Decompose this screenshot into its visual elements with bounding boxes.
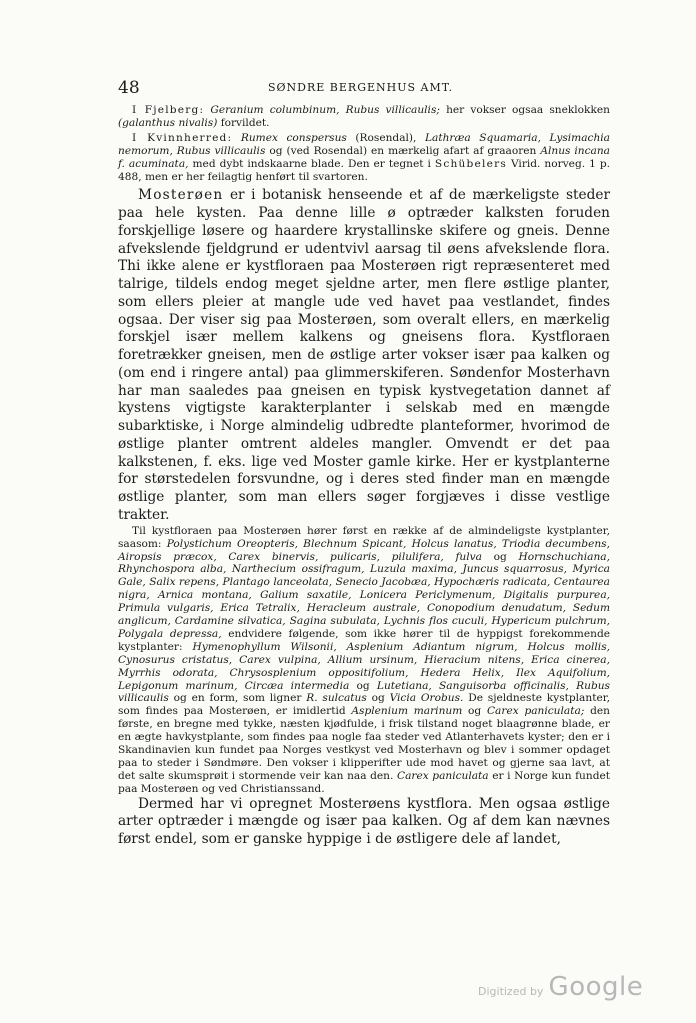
digitization-watermark [478, 972, 643, 1002]
species-list: Hornschuchiana, Rhynchospora alba, Narthecium ossifragum, Luzula maxima, Juncus squarrosus, Myrica Gale, Salix repens, Plantago lanceolata, Senecio Jacobæa, Hypochæris radicata, Centaurea nigra, Arnica montana, Galium saxatile, Lonicera Periclymenum, Digitalis purpurea, Primula vulgaris, Erica Tetralix, Heracleum australe, Conopodium denudatum, Sedum anglicum, Cardamine silvatica, Sagina subulata, Lychnis flos cuculi, Hypericum pulchrum, Polygala depressa, [118, 550, 610, 640]
species-name: Carex paniculata; [486, 705, 585, 718]
google-logo: Google [548, 972, 644, 1002]
book-page [118, 78, 610, 849]
species-name: Alnus incana f. acuminata, [118, 144, 610, 170]
paragraph-text: Dermed har vi opregnet Mosterøens kystflora. Men ogsaa østlige arter optræder i mængde og især paa kalken. Og af dem kan nævnes først endel, som er ganske hyppige i de østligere dele af landet, [118, 795, 610, 848]
species-list: Hymenophyllum Wilsonii, Asplenium Adiantum nigrum, Holcus mollis, Cynosurus cristatus, Carex vulpina, Allium ursinum, Hieracium nitens, Erica cinerea, Myrrhis odorata, Chrysosplenium oppositifolium, Hedera Helix, Ilex Aquifolium, Lepigonum marinum, Circæa intermedia [118, 640, 610, 692]
running-head: SØNDRE BERGENHUS AMT. [268, 81, 453, 94]
place-name: I Kvinnherred: [132, 131, 233, 144]
paragraph-mosteroen [118, 187, 610, 524]
paragraph-fjelberg: I Fjelberg: Geranium columbinum, Rubus villicaulis; her vokser ogsaa sneklokken (galanthus nivalis) forvildet. [118, 104, 610, 129]
species-name: Asplenium marinum [351, 705, 463, 718]
page-header [118, 78, 610, 104]
watermark-prefix: Digitized by [478, 985, 544, 998]
species-name: R. sulcatus [306, 692, 367, 705]
species-name: Carex paniculata [396, 769, 489, 782]
species-name: (galanthus nivalis) [118, 116, 218, 129]
paragraph-kvinnherred: I Kvinnherred: Rumex conspersus (Rosendal), Lathræa Squamaria, Lysimachia nemorum, Rubus villicaulis og (ved Rosendal) en mærkelig afart af graaoren Alnus incana f. acuminata, med dybt indskaarne blade. Den er tegnet i Schübelers Virid. norveg. 1 p. 488, men er her feilagtig henført til svartoren. [118, 131, 610, 183]
paragraph-text: er i botanisk henseende et af de mærkeligste steder paa hele kysten. Paa denne lille ø optræder kalksten foruden forskjellige løsere og haardere krystallinske skifere og gneis. Denne afvekslende fjeldgrund er udentvivl aarsag til øens afvekslende flora. Thi ikke alene er kystfloraen paa Mosterøen rigt repræsenteret med talrige, tildels endog meget sjeldne arter, men flere østlige planter, som ellers pleier at mangle ude ved havet paa vestlandet, findes ogsaa. Der viser sig paa Mosterøen, som overalt ellers, en mærkelig forskjel især mellem kalkens og gneisens flora. Kystfloraen foretrækker gneisen, men de østlige arter vokser især paa kalken og (om end i ringere antal) paa glimmerskiferen. Søndenfor Mosterhavn har man saaledes paa gneisen en typisk kystvegetation dannet af kystens vigtigste karakterplanter i selskab med en mængde subarktiske, i Norge almindelig udbredte planteformer, hvorimod de østlige planter omtrent aldeles mangler. Omvendt er det paa kalkstenen, f. eks. lige ved Moster gamle kirke. Her er kystplanterne for størstedelen forsvundne, og i deres sted finder man en mængde østlige planter, som man ellers søger forgjæves i disse vestlige trakter. [118, 187, 610, 523]
page-number: 48 [118, 78, 140, 98]
species-list: Lutetiana, Sanguisorba officinalis, Rubus villicaulis [118, 679, 610, 705]
paragraph-kystfloraen: Til kystfloraen paa Mosterøen hører først en række af de almindeligste kystplanter, saasom: Polystichum Oreopteris, Blechnum Spicant, Holcus lanatus, Triodia decumbens, Airopsis præcox, Carex binervis, pulicaris, pilulifera, fulva og Hornschuchiana, Rhynchospora alba, Narthecium ossifragum, Luzula maxima, Juncus squarrosus, Myrica Gale, Salix repens, Plantago lanceolata, Senecio Jacobæa, Hypochæris radicata, Centaurea nigra, Arnica montana, Galium saxatile, Lonicera Periclymenum, Digitalis purpurea, Primula vulgaris, Erica Tetralix, Heracleum australe, Conopodium denudatum, Sedum anglicum, Cardamine silvatica, Sagina subulata, Lychnis flos cuculi, Hypericum pulchrum, Polygala depressa, endvidere følgende, som ikke hører til de hyppigst forekommende kystplanter: Hymenophyllum Wilsonii, Asplenium Adiantum nigrum, Holcus mollis, Cynosurus cristatus, Carex vulpina, Allium ursinum, Hieracium nitens, Erica cinerea, Myrrhis odorata, Chrysosplenium oppositifolium, Hedera Helix, Ilex Aquifolium, Lepigonum marinum, Circæa intermedia og Lutetiana, Sanguisorba officinalis, Rubus villicaulis og en form, som ligner R. sulcatus og Vicia Orobus. De sjeldneste kystplanter, som findes paa Mosterøen, er imidlertid Asplenium marinum og Carex paniculata; den første, en bregne med tykke, næsten kjødfulde, i frisk tilstand noget blaagrønne blade, er en ægte havkystplante, som findes paa nogle faa steder ved Atlanterhavets kyster; den er i Skandinavien kun fundet paa Norges vestkyst ved Mosterhavn og blev i sommer opdaget paa to steder i Søndmøre. Den vokser i klipperifter ude mod havet og gjerne saa lavt, at det salte skumsprøit i stormende veir kan naa den. Carex paniculata er i Norge kun fundet paa Mosterøen og ved Christianssand. [118, 524, 611, 795]
species-name: Rumex conspersus [240, 131, 347, 144]
place-name: I Fjelberg: [132, 104, 205, 116]
place-name: Mosterøen [138, 187, 224, 204]
species-list: Lathræa Squamaria, Lysimachia nemorum, Rubus villicaulis [118, 131, 610, 157]
paragraph-dermed [118, 796, 610, 849]
author-name: Schübelers [434, 157, 507, 170]
species-list: Polystichum Oreopteris, Blechnum Spicant, Holcus lanatus, Triodia decumbens, Airopsis præcox, Carex binervis, pulicaris, pilulifera, fulva [118, 537, 610, 563]
species-name: Vicia Orobus. [389, 692, 464, 705]
species-list: Geranium columbinum, Rubus villicaulis; [210, 104, 440, 116]
